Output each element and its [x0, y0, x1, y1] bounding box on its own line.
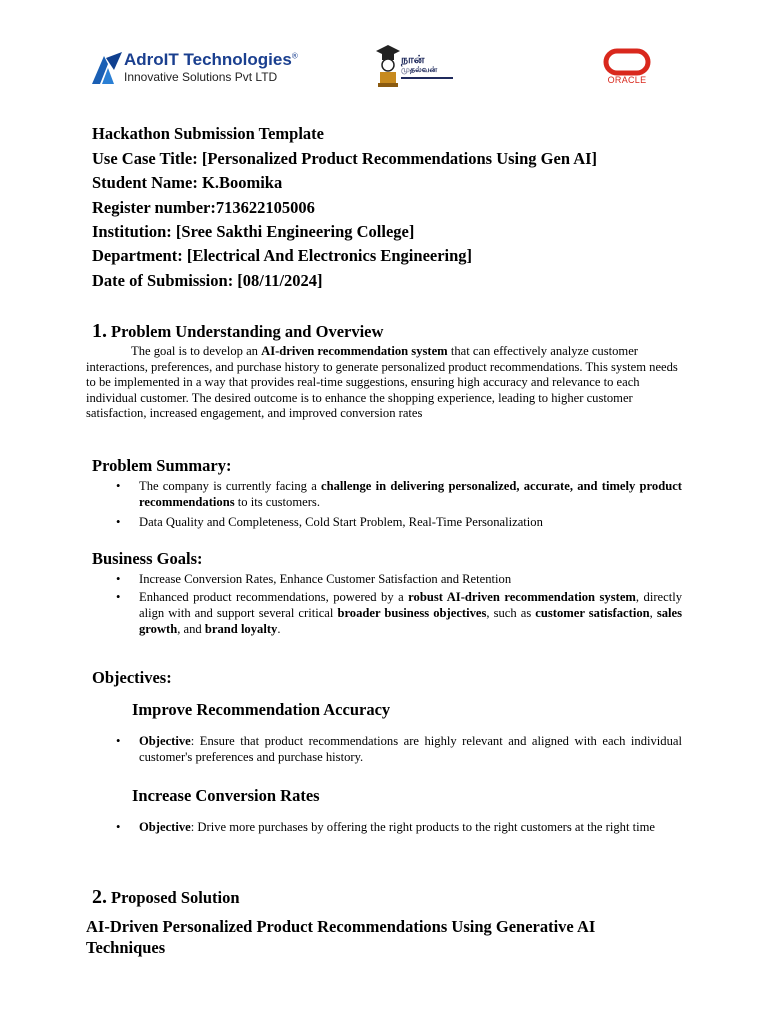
oracle-logo — [600, 48, 654, 88]
section-title: Proposed Solution — [111, 888, 240, 907]
institution: Institution: [Sree Sakthi Engineering College] — [92, 222, 415, 241]
section-title: Problem Understanding and Overview — [111, 322, 384, 341]
graduation-cap-icon — [375, 43, 401, 88]
section-number: 2. — [92, 886, 107, 908]
business-goals-list — [116, 571, 682, 637]
list-item: • Increase Conversion Rates, Enhance Customer Satisfaction and Retention — [116, 572, 512, 586]
department: Department: [Electrical And Electronics Engineering] — [92, 246, 473, 265]
naan-mudhalvan-text: நான் முதல்வன் — [401, 55, 453, 79]
adroit-logo — [92, 48, 312, 88]
list-item: • Enhanced product recommendations, powered by a robust AI-driven recommendation system, directly align with and support several critical broader business objectives, such as customer satisfaction, sales growth, and brand loyalty. — [116, 590, 683, 636]
oracle-wordmark: ORACLE — [607, 75, 647, 85]
submission-date: Date of Submission: [08/11/2024] — [92, 271, 323, 290]
section-number: 1. — [92, 320, 107, 342]
student-name: Student Name: K.Boomika — [92, 173, 283, 192]
business-goals-heading: Business Goals: — [92, 549, 203, 568]
problem-overview-paragraph: The goal is to develop an AI-driven recommendation system that can effectively analyze customer interactions, preferences, and purchase history to generate personalized product recommendations. This system needs to be implemented in a way that provides real-time suggestions, ensuring high accuracy and relevance to each individual customer. The desired outcome is to enhance the shopping experience, leading to higher customer satisfaction, increased engagement, and improved conversion rates — [86, 344, 678, 420]
register-number: Register number:713622105006 — [92, 198, 315, 217]
template-title: Hackathon Submission Template — [92, 124, 324, 143]
adroit-name: AdroIT Technologies® — [124, 50, 298, 69]
problem-summary-heading: Problem Summary: — [92, 456, 232, 475]
adroit-subtitle: Innovative Solutions Pvt LTD — [124, 70, 278, 84]
list-item: • Data Quality and Completeness, Cold Start Problem, Real-Time Personalization — [116, 515, 543, 529]
objectives-heading: Objectives: — [92, 668, 172, 687]
section-1-heading — [92, 320, 383, 343]
list-item: • Objective: Drive more purchases by offering the right products to the right customers at the right time — [116, 820, 655, 834]
list-item: • The company is currently facing a challenge in delivering personalized, accurate, and timely product recommendations to its customers. — [116, 479, 683, 509]
adroit-mark-icon — [92, 52, 122, 84]
objective-2-list — [116, 819, 682, 835]
objective-2-title: Increase Conversion Rates — [132, 786, 320, 805]
objective-1-list — [116, 733, 682, 765]
use-case-title: Use Case Title: [Personalized Product Recommendations Using Gen AI] — [92, 149, 598, 168]
solution-subtitle: AI-Driven Personalized Product Recommendations Using Generative AI Techniques — [86, 917, 596, 957]
problem-summary-list — [116, 478, 682, 530]
naan-mudhalvan-logo — [375, 43, 457, 88]
objective-1-title: Improve Recommendation Accuracy — [132, 700, 391, 719]
section-2-heading — [92, 886, 240, 909]
oracle-ring-icon — [603, 48, 651, 76]
list-item: • Objective: Ensure that product recommendations are highly relevant and aligned with each individual customer's preferences and purchase history. — [116, 734, 682, 764]
